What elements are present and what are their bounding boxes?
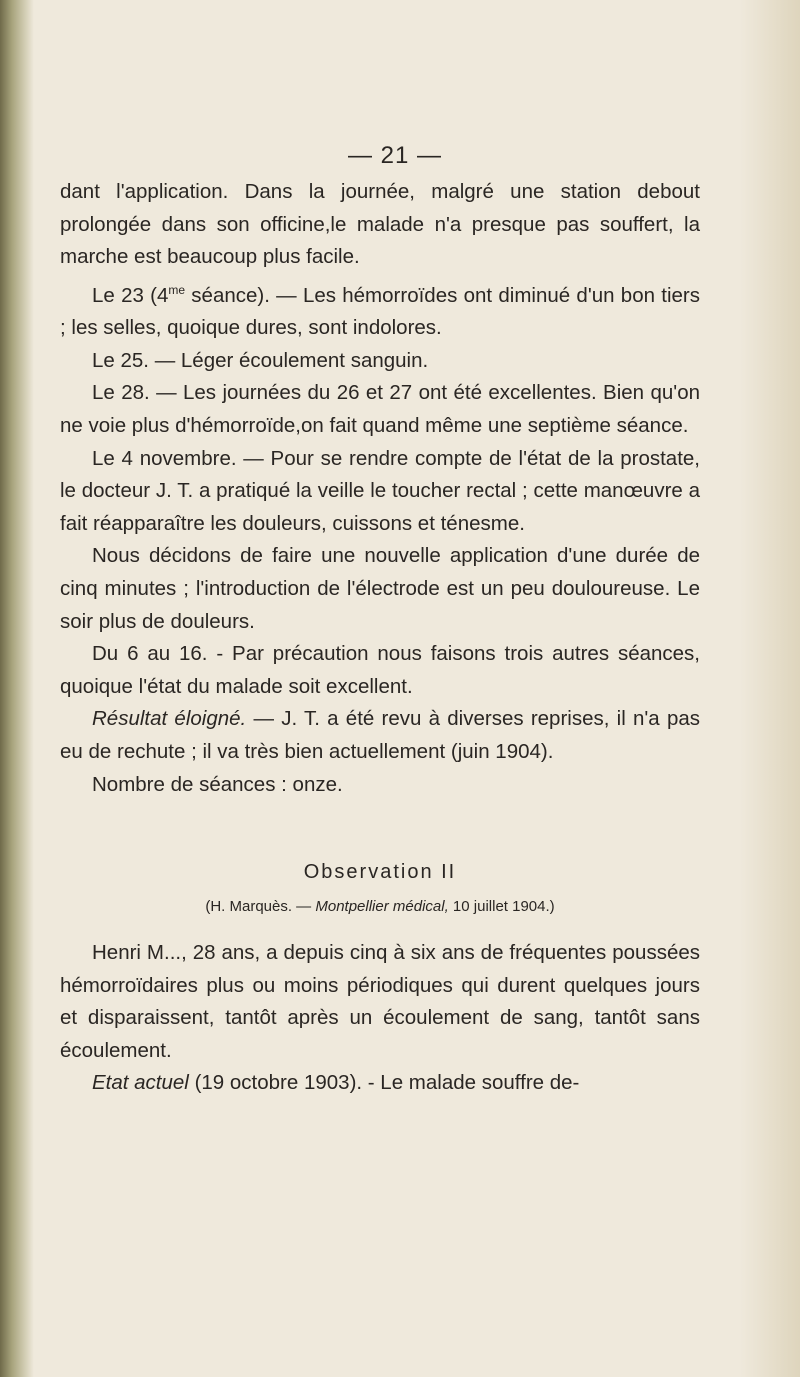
source-author: (H. Marquès. — (205, 898, 316, 916)
paragraph-text: Le 23 (4 (92, 283, 169, 307)
paragraph-text: — J. T. a été revu à diverses reprises, il n'a pas eu de rechute ; il va très bien actuellement (juin 1904). (60, 707, 700, 763)
observation-source (60, 898, 700, 915)
paragraph-le-23 (60, 274, 700, 345)
paragraph-henri: Henri M..., 28 ans, a depuis cinq à six ans de fréquentes poussées hémorroïdaires plus ou moins périodiques qui durent quelques jours et disparaissent, tantôt après un écoulement de sang, tantôt sans écoulement. (60, 941, 700, 1062)
observation-title: Observation II (303, 861, 457, 884)
paragraph-resultat-eloigne (60, 703, 700, 768)
italic-heading: Résultat éloigné. (92, 707, 247, 731)
paragraph-du-6-au-16: Du 6 au 16. - Par précaution nous faisons trois autres séances, quoique l'état du malade soit excellent. (60, 642, 700, 698)
source-journal: Montpellier médical, (315, 898, 449, 916)
superscript-ordinal: me (168, 282, 186, 297)
page-number: — 21 — (347, 142, 443, 169)
paragraph-le-4-novembre: Le 4 novembre. — Pour se rendre compte de l'état de la prostate, le docteur J. T. a pratiqué la veille le toucher rectal ; cette manœuvre a fait réapparaître les douleurs, cuissons et ténesme. (60, 446, 700, 535)
italic-heading: Etat actuel (92, 1071, 189, 1095)
source-date: 10 juillet 1904.) (448, 898, 555, 916)
page-edge-shading (740, 0, 800, 1377)
paragraph-continuation: dant l'application. Dans la journée, malgré une station debout prolongée dans son officine,le malade n'a presque pas souffert, la marche est beaucoup plus facile. (60, 180, 700, 269)
paragraph-nouvelle-application: Nous décidons de faire une nouvelle application d'une durée de cinq minutes ; l'introduction de l'électrode est un peu douloureuse. Le soir plus de douleurs. (60, 544, 700, 633)
document-page (60, 142, 700, 1100)
paragraph-nombre-seances: Nombre de séances : onze. (92, 772, 343, 796)
paragraph-text: séance). — Les hémorroïdes ont diminué d'un bon tiers ; les selles, quoique dures, sont indolores. (60, 283, 700, 340)
book-spine-shadow (0, 0, 34, 1377)
paragraph-etat-actuel (60, 1067, 700, 1100)
paragraph-le-25: Le 25. — Léger écoulement sanguin. (92, 348, 429, 372)
paragraph-le-28: Le 28. — Les journées du 26 et 27 ont été excellentes. Bien qu'on ne voie plus d'hémorroïde,on fait quand même une septième séance. (60, 381, 700, 437)
paragraph-text: (19 octobre 1903). - Le malade souffre de- (188, 1071, 580, 1095)
